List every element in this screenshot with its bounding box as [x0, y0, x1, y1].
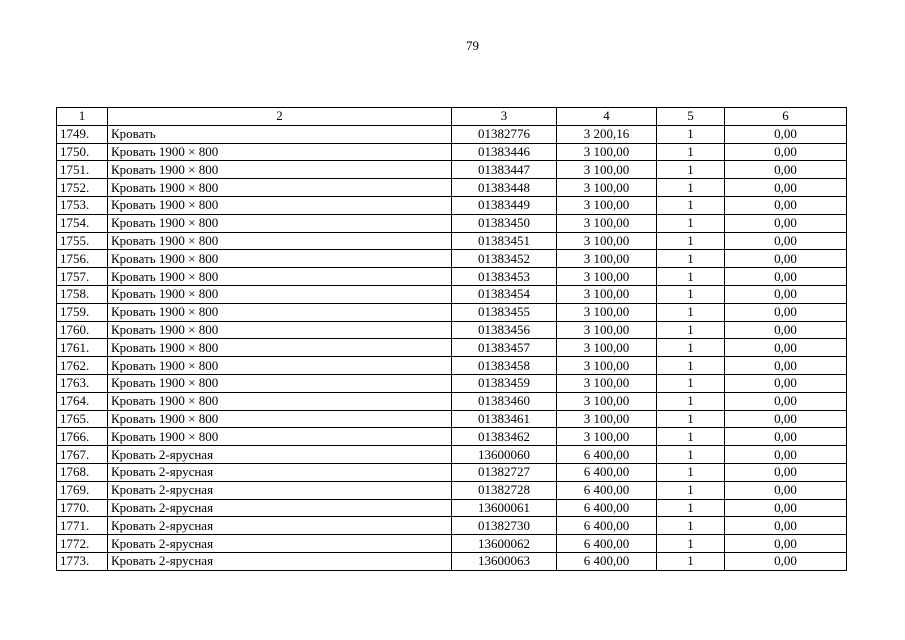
amount-cell: 0,00 — [725, 392, 847, 410]
price-cell: 3 100,00 — [557, 285, 657, 303]
quantity-cell: 1 — [657, 552, 725, 570]
item-name-cell: Кровать 1900 × 800 — [108, 196, 452, 214]
amount-cell: 0,00 — [725, 161, 847, 179]
row-number-cell: 1766. — [57, 428, 108, 446]
table-row — [57, 232, 847, 250]
quantity-cell: 1 — [657, 410, 725, 428]
row-number-cell: 1757. — [57, 268, 108, 286]
item-name-cell: Кровать 1900 × 800 — [108, 392, 452, 410]
header-cell-5: 5 — [657, 108, 725, 126]
inventory-code-cell: 01383459 — [452, 374, 557, 392]
table-row — [57, 339, 847, 357]
amount-cell: 0,00 — [725, 552, 847, 570]
amount-cell: 0,00 — [725, 535, 847, 553]
inventory-code-cell: 13600062 — [452, 535, 557, 553]
quantity-cell: 1 — [657, 481, 725, 499]
inventory-code-cell: 01383451 — [452, 232, 557, 250]
table-row — [57, 446, 847, 464]
row-number-cell: 1762. — [57, 357, 108, 375]
table-row — [57, 392, 847, 410]
amount-cell: 0,00 — [725, 196, 847, 214]
quantity-cell: 1 — [657, 214, 725, 232]
price-cell: 3 100,00 — [557, 214, 657, 232]
row-number-cell: 1759. — [57, 303, 108, 321]
price-cell: 6 400,00 — [557, 463, 657, 481]
price-cell: 3 100,00 — [557, 357, 657, 375]
amount-cell: 0,00 — [725, 321, 847, 339]
table-row — [57, 428, 847, 446]
table-row — [57, 143, 847, 161]
row-number-cell: 1768. — [57, 463, 108, 481]
row-number-cell: 1750. — [57, 143, 108, 161]
inventory-code-cell: 01383448 — [452, 179, 557, 197]
quantity-cell: 1 — [657, 374, 725, 392]
price-cell: 6 400,00 — [557, 499, 657, 517]
quantity-cell: 1 — [657, 357, 725, 375]
table-row — [57, 357, 847, 375]
table-row — [57, 535, 847, 553]
quantity-cell: 1 — [657, 499, 725, 517]
price-cell: 3 100,00 — [557, 339, 657, 357]
item-name-cell: Кровать 1900 × 800 — [108, 143, 452, 161]
quantity-cell: 1 — [657, 428, 725, 446]
item-name-cell: Кровать 1900 × 800 — [108, 285, 452, 303]
table-row — [57, 179, 847, 197]
inventory-code-cell: 13600061 — [452, 499, 557, 517]
row-number-cell: 1765. — [57, 410, 108, 428]
price-cell: 3 100,00 — [557, 232, 657, 250]
table-row — [57, 517, 847, 535]
inventory-code-cell: 01383456 — [452, 321, 557, 339]
quantity-cell: 1 — [657, 250, 725, 268]
price-cell: 6 400,00 — [557, 517, 657, 535]
inventory-code-cell: 01383453 — [452, 268, 557, 286]
inventory-code-cell: 01383455 — [452, 303, 557, 321]
row-number-cell: 1772. — [57, 535, 108, 553]
table-row — [57, 552, 847, 570]
price-cell: 3 100,00 — [557, 392, 657, 410]
inventory-code-cell: 01383458 — [452, 357, 557, 375]
price-cell: 3 200,16 — [557, 125, 657, 143]
quantity-cell: 1 — [657, 125, 725, 143]
price-cell: 3 100,00 — [557, 143, 657, 161]
amount-cell: 0,00 — [725, 374, 847, 392]
item-name-cell: Кровать 1900 × 800 — [108, 410, 452, 428]
inventory-code-cell: 01383446 — [452, 143, 557, 161]
table-row — [57, 268, 847, 286]
row-number-cell: 1755. — [57, 232, 108, 250]
table-row — [57, 499, 847, 517]
amount-cell: 0,00 — [725, 285, 847, 303]
quantity-cell: 1 — [657, 179, 725, 197]
price-cell: 6 400,00 — [557, 446, 657, 464]
amount-cell: 0,00 — [725, 410, 847, 428]
price-cell: 6 400,00 — [557, 481, 657, 499]
amount-cell: 0,00 — [725, 125, 847, 143]
inventory-code-cell: 01382730 — [452, 517, 557, 535]
inventory-code-cell: 01382776 — [452, 125, 557, 143]
quantity-cell: 1 — [657, 392, 725, 410]
price-cell: 3 100,00 — [557, 428, 657, 446]
item-name-cell: Кровать 1900 × 800 — [108, 428, 452, 446]
quantity-cell: 1 — [657, 303, 725, 321]
table-row — [57, 410, 847, 428]
quantity-cell: 1 — [657, 232, 725, 250]
row-number-cell: 1769. — [57, 481, 108, 499]
item-name-cell: Кровать 1900 × 800 — [108, 339, 452, 357]
inventory-code-cell: 13600060 — [452, 446, 557, 464]
row-number-cell: 1753. — [57, 196, 108, 214]
item-name-cell: Кровать 2-ярусная — [108, 535, 452, 553]
price-cell: 3 100,00 — [557, 410, 657, 428]
inventory-code-cell: 01383452 — [452, 250, 557, 268]
table-row — [57, 481, 847, 499]
amount-cell: 0,00 — [725, 446, 847, 464]
item-name-cell: Кровать 1900 × 800 — [108, 161, 452, 179]
price-cell: 3 100,00 — [557, 374, 657, 392]
price-cell: 3 100,00 — [557, 161, 657, 179]
row-number-cell: 1773. — [57, 552, 108, 570]
amount-cell: 0,00 — [725, 499, 847, 517]
inventory-code-cell: 01382727 — [452, 463, 557, 481]
item-name-cell: Кровать — [108, 125, 452, 143]
amount-cell: 0,00 — [725, 463, 847, 481]
table-body — [57, 125, 847, 570]
item-name-cell: Кровать 1900 × 800 — [108, 321, 452, 339]
table-row — [57, 125, 847, 143]
table-row — [57, 196, 847, 214]
row-number-cell: 1754. — [57, 214, 108, 232]
table-header — [57, 108, 847, 126]
item-name-cell: Кровать 2-ярусная — [108, 499, 452, 517]
price-cell: 6 400,00 — [557, 552, 657, 570]
table-row — [57, 285, 847, 303]
quantity-cell: 1 — [657, 161, 725, 179]
amount-cell: 0,00 — [725, 357, 847, 375]
item-name-cell: Кровать 2-ярусная — [108, 481, 452, 499]
table-row — [57, 303, 847, 321]
header-cell-2: 2 — [108, 108, 452, 126]
quantity-cell: 1 — [657, 535, 725, 553]
inventory-code-cell: 01383447 — [452, 161, 557, 179]
header-cell-1: 1 — [57, 108, 108, 126]
item-name-cell: Кровать 2-ярусная — [108, 446, 452, 464]
item-name-cell: Кровать 1900 × 800 — [108, 303, 452, 321]
amount-cell: 0,00 — [725, 179, 847, 197]
row-number-cell: 1758. — [57, 285, 108, 303]
row-number-cell: 1764. — [57, 392, 108, 410]
quantity-cell: 1 — [657, 268, 725, 286]
item-name-cell: Кровать 1900 × 800 — [108, 179, 452, 197]
table-row — [57, 161, 847, 179]
amount-cell: 0,00 — [725, 214, 847, 232]
row-number-cell: 1760. — [57, 321, 108, 339]
table-row — [57, 374, 847, 392]
quantity-cell: 1 — [657, 517, 725, 535]
row-number-cell: 1767. — [57, 446, 108, 464]
price-cell: 3 100,00 — [557, 196, 657, 214]
table-row — [57, 463, 847, 481]
item-name-cell: Кровать 2-ярусная — [108, 463, 452, 481]
item-name-cell: Кровать 2-ярусная — [108, 552, 452, 570]
item-name-cell: Кровать 2-ярусная — [108, 517, 452, 535]
quantity-cell: 1 — [657, 196, 725, 214]
page-number: 79 — [466, 38, 479, 53]
amount-cell: 0,00 — [725, 232, 847, 250]
inventory-code-cell: 01382728 — [452, 481, 557, 499]
item-name-cell: Кровать 1900 × 800 — [108, 214, 452, 232]
item-name-cell: Кровать 1900 × 800 — [108, 374, 452, 392]
row-number-cell: 1751. — [57, 161, 108, 179]
quantity-cell: 1 — [657, 463, 725, 481]
amount-cell: 0,00 — [725, 481, 847, 499]
item-name-cell: Кровать 1900 × 800 — [108, 268, 452, 286]
quantity-cell: 1 — [657, 321, 725, 339]
header-cell-4: 4 — [557, 108, 657, 126]
amount-cell: 0,00 — [725, 517, 847, 535]
item-name-cell: Кровать 1900 × 800 — [108, 357, 452, 375]
row-number-cell: 1752. — [57, 179, 108, 197]
row-number-cell: 1749. — [57, 125, 108, 143]
row-number-cell: 1763. — [57, 374, 108, 392]
inventory-code-cell: 01383449 — [452, 196, 557, 214]
amount-cell: 0,00 — [725, 268, 847, 286]
price-cell: 3 100,00 — [557, 250, 657, 268]
quantity-cell: 1 — [657, 285, 725, 303]
row-number-cell: 1770. — [57, 499, 108, 517]
price-cell: 6 400,00 — [557, 535, 657, 553]
quantity-cell: 1 — [657, 339, 725, 357]
header-cell-3: 3 — [452, 108, 557, 126]
price-cell: 3 100,00 — [557, 268, 657, 286]
inventory-code-cell: 01383460 — [452, 392, 557, 410]
header-row — [57, 108, 847, 126]
table-row — [57, 250, 847, 268]
row-number-cell: 1761. — [57, 339, 108, 357]
amount-cell: 0,00 — [725, 250, 847, 268]
inventory-code-cell: 01383462 — [452, 428, 557, 446]
price-cell: 3 100,00 — [557, 321, 657, 339]
item-name-cell: Кровать 1900 × 800 — [108, 250, 452, 268]
amount-cell: 0,00 — [725, 339, 847, 357]
row-number-cell: 1771. — [57, 517, 108, 535]
table-row — [57, 321, 847, 339]
quantity-cell: 1 — [657, 143, 725, 161]
item-name-cell: Кровать 1900 × 800 — [108, 232, 452, 250]
quantity-cell: 1 — [657, 446, 725, 464]
amount-cell: 0,00 — [725, 303, 847, 321]
inventory-code-cell: 01383461 — [452, 410, 557, 428]
inventory-table — [56, 107, 847, 571]
row-number-cell: 1756. — [57, 250, 108, 268]
inventory-code-cell: 01383454 — [452, 285, 557, 303]
amount-cell: 0,00 — [725, 428, 847, 446]
amount-cell: 0,00 — [725, 143, 847, 161]
table-row — [57, 214, 847, 232]
inventory-code-cell: 01383457 — [452, 339, 557, 357]
header-cell-6: 6 — [725, 108, 847, 126]
price-cell: 3 100,00 — [557, 179, 657, 197]
inventory-code-cell: 13600063 — [452, 552, 557, 570]
price-cell: 3 100,00 — [557, 303, 657, 321]
inventory-code-cell: 01383450 — [452, 214, 557, 232]
